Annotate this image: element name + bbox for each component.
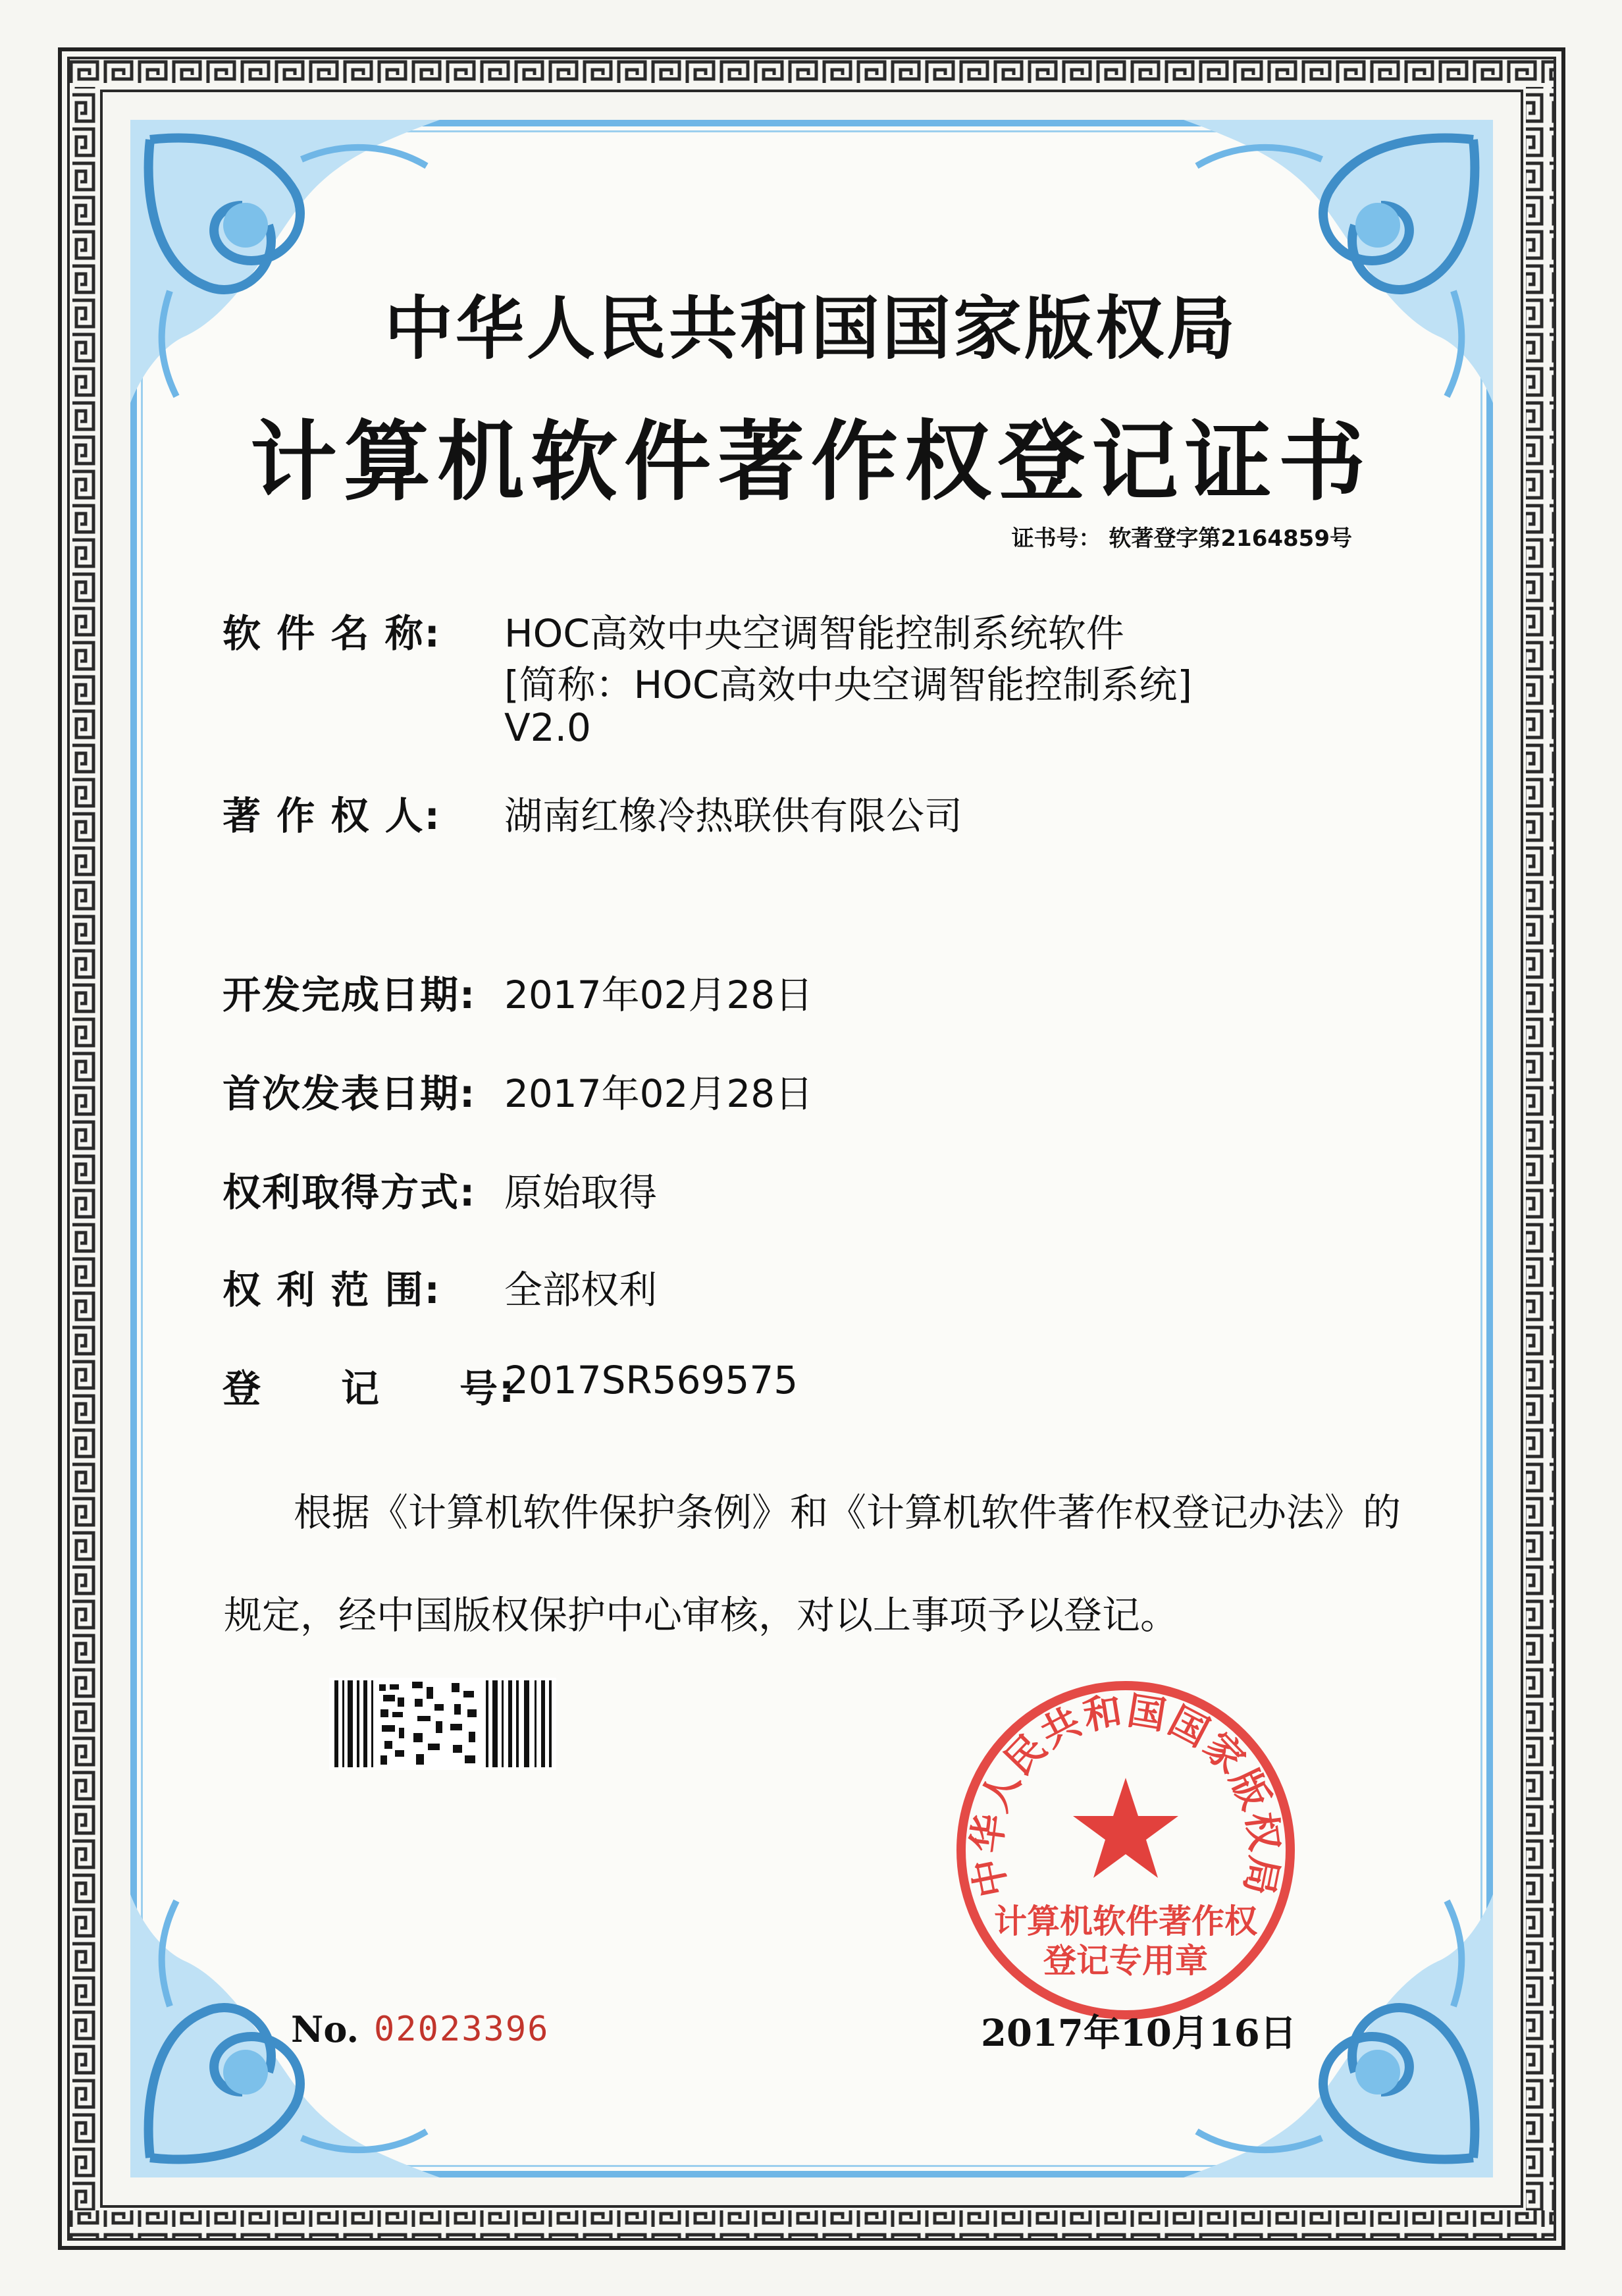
acquisition-method-value: 原始取得 xyxy=(504,1170,658,1215)
dev-complete-date-label: 开发完成日期: xyxy=(222,973,477,1017)
software-name-value: HOC高效中央空调智能控制系统软件 xyxy=(504,611,1124,656)
copyright-owner-label: 著 作 权 人: xyxy=(222,793,441,838)
seal-outer-text: 中华人民共和国国家版权局 xyxy=(964,1688,1288,1901)
certificate-title: 计算机软件著作权登记证书 xyxy=(250,412,1372,513)
official-seal xyxy=(948,1672,1303,2028)
statement-line-1: 根据《计算机软件保护条例》和《计算机软件著作权登记办法》的 xyxy=(294,1490,1401,1535)
first-publish-date-value: 2017年02月28日 xyxy=(504,1071,814,1116)
scope-of-rights-value: 全部权利 xyxy=(504,1268,658,1312)
registration-no-label: 登 记 号: xyxy=(222,1366,516,1411)
scope-of-rights-label: 权 利 范 围: xyxy=(222,1268,441,1312)
copyright-owner-value: 湖南红橡冷热联供有限公司 xyxy=(504,793,963,838)
serial-number: 02023396 xyxy=(374,2010,550,2049)
dev-complete-date-value: 2017年02月28日 xyxy=(504,973,814,1017)
first-publish-date-label: 首次发表日期: xyxy=(222,1071,477,1116)
registration-no-value: 2017SR569575 xyxy=(504,1358,798,1402)
statement-line-2: 规定，经中国版权保护中心审核，对以上事项予以登记。 xyxy=(224,1593,1179,1638)
seal-inner-line-2: 登记专用章 xyxy=(1043,1942,1208,1980)
software-short-name: [简称：HOC高效中央空调智能控制系统] xyxy=(504,662,1193,707)
certificate-number: 证书号： 软著登字第2164859号 xyxy=(1011,525,1352,552)
seal-inner-line-1: 计算机软件著作权 xyxy=(994,1902,1257,1940)
serial-label: No. xyxy=(291,2008,359,2050)
barcode xyxy=(329,1678,556,1770)
acquisition-method-label: 权利取得方式: xyxy=(222,1170,477,1215)
software-version: V2.0 xyxy=(504,705,591,750)
issuing-authority: 中华人民共和国国家版权局 xyxy=(384,288,1238,369)
software-name-label: 软 件 名 称: xyxy=(222,611,441,656)
issue-date: 2017年10月16日 xyxy=(981,2012,1297,2055)
